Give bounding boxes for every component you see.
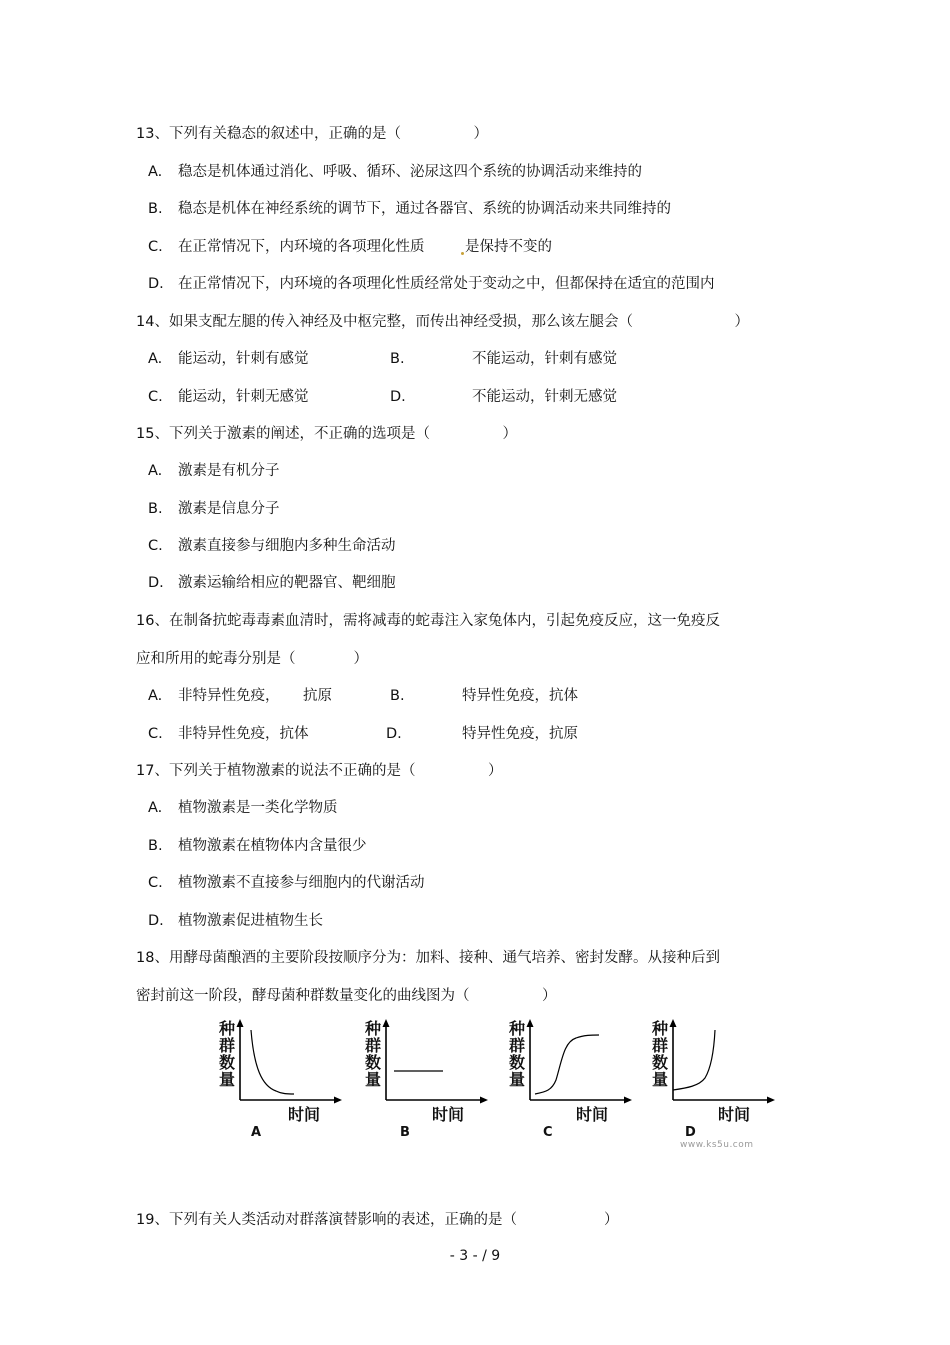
q18-stem-line1: 18、用酵母菌酿酒的主要阶段按顺序分为：加料、接种、通气培养、密封发酵。从接种后到 [136, 950, 720, 966]
stray-mark [461, 252, 464, 255]
graph-c-plot [508, 1018, 638, 1108]
q19-stem: 19、下列有关人类活动对群落演替影响的表述，正确的是（ ） [136, 1212, 619, 1228]
q13-option-b-letter: B. [148, 201, 163, 217]
q15-stem: 15、下列关于激素的阐述，不正确的选项是（ ） [136, 426, 517, 442]
q14-option-c-letter: C. [148, 389, 163, 405]
graph-b-y-label: 种 群 数 量 [364, 1019, 381, 1089]
q17-option-d-text: 植物激素促进植物生长 [178, 913, 323, 929]
q14-option-b-text: 不能运动，针刺有感觉 [472, 351, 617, 367]
q17-option-d-letter: D. [148, 913, 164, 929]
q18-stem-line2: 密封前这一阶段，酵母菌种群数量变化的曲线图为（ ） [136, 988, 557, 1004]
graph-b-x-label: 时间 [432, 1105, 465, 1124]
q17-option-a-letter: A. [148, 800, 163, 816]
q13-option-c-text-part1: 在正常情况下，内环境的各项理化性质 [178, 239, 425, 255]
q16-option-b-text: 特异性免疫，抗体 [462, 688, 578, 704]
graph-c-y-label: 种 群 数 量 [508, 1019, 525, 1089]
q13-option-d-text: 在正常情况下，内环境的各项理化性质经常处于变动之中，但都保持在适宜的范围内 [178, 276, 715, 292]
graph-b-x-arrow [480, 1097, 488, 1104]
graph-d-y-arrow [670, 1019, 677, 1027]
q16-option-a-letter: A. [148, 688, 163, 704]
graph-b [364, 1018, 494, 1143]
q17-option-b-letter: B. [148, 838, 163, 854]
q13-option-c-text-part2: 是保持不变的 [465, 239, 552, 255]
q16-option-b-letter: B. [390, 688, 405, 704]
q14-option-c-text: 能运动，针刺无感觉 [178, 389, 309, 405]
q15-option-a-text: 激素是有机分子 [178, 463, 280, 479]
graph-b-option-label: B [400, 1125, 410, 1140]
graph-c-x-label: 时间 [576, 1105, 609, 1124]
graph-d-x-arrow [767, 1097, 775, 1104]
graph-c-curve [535, 1035, 599, 1094]
q13-option-b-text: 稳态是机体在神经系统的调节下，通过各器官、系统的协调活动来共同维持的 [178, 201, 671, 217]
q15-option-d-text: 激素运输给相应的靶器官、靶细胞 [178, 575, 396, 591]
q16-stem-line2: 应和所用的蛇毒分别是（ ） [136, 651, 368, 667]
q15-option-a-letter: A. [148, 463, 163, 479]
q16-stem-line1: 16、在制备抗蛇毒毒素血清时，需将减毒的蛇毒注入家兔体内，引起免疫反应，这一免疫反 [136, 613, 720, 629]
graph-d [651, 1018, 781, 1143]
page-number: - 3 - / 9 [449, 1248, 501, 1264]
q16-option-a-text-part2: 抗原 [303, 688, 332, 704]
q15-option-b-text: 激素是信息分子 [178, 501, 280, 517]
q16-option-d-text: 特异性免疫，抗原 [462, 726, 578, 742]
q14-option-d-letter: D. [390, 389, 406, 405]
q14-option-a-text: 能运动，针刺有感觉 [178, 351, 309, 367]
graph-d-plot [651, 1018, 781, 1108]
q14-option-a-letter: A. [148, 351, 163, 367]
q14-option-b-letter: B. [390, 351, 405, 367]
graph-c [508, 1018, 638, 1143]
q16-option-d-letter: D. [386, 726, 402, 742]
q17-stem: 17、下列关于植物激素的说法不正确的是（ ） [136, 763, 503, 779]
graph-a-y-arrow [237, 1019, 244, 1027]
q13-option-a-letter: A. [148, 164, 163, 180]
graph-a-option-label: A [251, 1125, 262, 1140]
graph-b-y-arrow [383, 1019, 390, 1027]
graph-d-option-label: D [685, 1125, 696, 1140]
q13-option-a-text: 稳态是机体通过消化、呼吸、循环、泌尿这四个系统的协调活动来维持的 [178, 164, 642, 180]
q16-option-c-letter: C. [148, 726, 163, 742]
q13-option-d-letter: D. [148, 276, 164, 292]
graph-a-plot [218, 1018, 348, 1108]
q17-option-a-text: 植物激素是一类化学物质 [178, 800, 338, 816]
graph-d-curve [673, 1030, 715, 1090]
graph-c-option-label: C [543, 1125, 553, 1140]
q14-option-d-text: 不能运动，针刺无感觉 [472, 389, 617, 405]
graph-a [218, 1018, 348, 1143]
q15-option-c-letter: C. [148, 538, 163, 554]
graph-c-x-arrow [624, 1097, 632, 1104]
q17-option-c-text: 植物激素不直接参与细胞内的代谢活动 [178, 875, 425, 891]
graph-a-y-label: 种 群 数 量 [218, 1019, 235, 1089]
q17-option-b-text: 植物激素在植物体内含量很少 [178, 838, 367, 854]
q15-option-d-letter: D. [148, 575, 164, 591]
q13-option-c-letter: C. [148, 239, 163, 255]
q13-stem: 13、下列有关稳态的叙述中，正确的是（ ） [136, 126, 488, 142]
graph-b-plot [364, 1018, 494, 1108]
graph-c-y-arrow [527, 1019, 534, 1027]
graph-d-x-label: 时间 [718, 1105, 751, 1124]
q17-option-c-letter: C. [148, 875, 163, 891]
watermark: www.ks5u.com [680, 1140, 754, 1150]
graph-a-x-label: 时间 [288, 1105, 321, 1124]
graph-a-x-arrow [334, 1097, 342, 1104]
q15-option-c-text: 激素直接参与细胞内多种生命活动 [178, 538, 396, 554]
q16-option-a-text-part1: 非特异性免疫， [178, 688, 280, 704]
q14-stem: 14、如果支配左腿的传入神经及中枢完整，而传出神经受损，那么该左腿会（ ） [136, 314, 749, 330]
graph-a-curve [251, 1030, 294, 1094]
q15-option-b-letter: B. [148, 501, 163, 517]
q16-option-c-text: 非特异性免疫，抗体 [178, 726, 309, 742]
graph-d-y-label: 种 群 数 量 [651, 1019, 668, 1089]
